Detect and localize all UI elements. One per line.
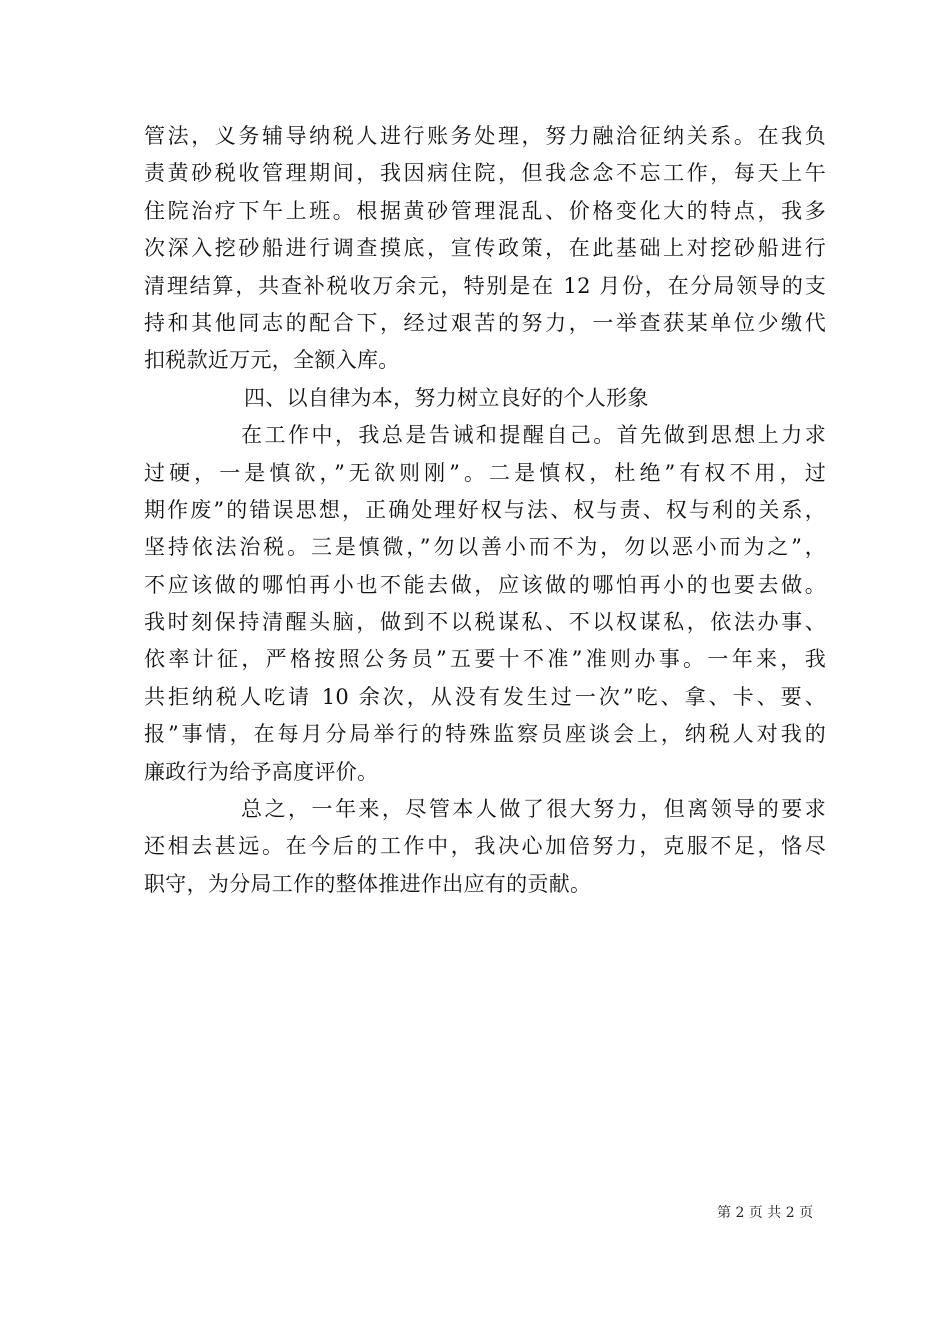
paragraph-1-line: 住院治疗下午上班。根据黄砂管理混乱、价格变化大的特点，我多: [144, 198, 826, 223]
paragraph-2-line: 期作废”的错误思想，正确处理好权与法、权与责、权与利的关系，: [144, 497, 826, 522]
paragraph-2-line: 在工作中，我总是告诫和提醒自己。首先做到思想上力求: [241, 423, 826, 448]
paragraph-2-line: 共拒纳税人吃请 10 余次，从没有发生过一次”吃、拿、卡、要、: [144, 684, 826, 709]
paragraph-1-line: 扣税款近万元，全额入库。: [144, 348, 400, 373]
page-number-footer: 第 2 页 共 2 页: [717, 1205, 814, 1221]
paragraph-1-line: 管法，义务辅导纳税人进行账务处理，努力融洽征纳关系。在我负: [144, 124, 826, 148]
paragraph-3-line: 还相去甚远。在今后的工作中，我决心加倍努力，克服不足，恪尽: [144, 834, 826, 859]
paragraph-3-line: 总之，一年来，尽管本人做了很大努力，但离领导的要求: [241, 797, 826, 822]
paragraph-2-line: 不应该做的哪怕再小也不能去做，应该做的哪怕再小的也要去做。: [144, 572, 826, 597]
paragraph-2-line: 坚持依法治税。三是慎微，”勿以善小而不为，勿以恶小而为之”，: [144, 535, 826, 560]
paragraph-1-line: 清理结算，共查补税收万余元，特别是在 12 月份，在分局领导的支: [144, 273, 826, 298]
paragraph-2-line: 廉政行为给予高度评价。: [144, 759, 379, 784]
paragraph-1-line: 次深入挖砂船进行调查摸底，宣传政策，在此基础上对挖砂船进行: [144, 236, 826, 261]
paragraph-2-line: 报”事情，在每月分局举行的特殊监察员座谈会上，纳税人对我的: [144, 722, 826, 747]
section-heading: 四、以自律为本，努力树立良好的个人形象: [244, 385, 649, 410]
paragraph-3-line: 职守，为分局工作的整体推进作出应有的贡献。: [144, 871, 592, 896]
paragraph-2-line: 依率计征，严格按照公务员”五要十不准”准则办事。一年来，我: [144, 647, 826, 672]
document-body: [144, 118, 826, 903]
paragraph-2-line: 我时刻保持清醒头脑，做到不以税谋私、不以权谋私，依法办事、: [144, 610, 826, 635]
paragraph-1-line: 持和其他同志的配合下，经过艰苦的努力，一举查获某单位少缴代: [144, 310, 826, 335]
paragraph-1-line: 责黄砂税收管理期间，我因病住院，但我念念不忘工作，每天上午: [144, 161, 826, 186]
paragraph-2-line: 过硬，一是慎欲，”无欲则刚”。二是慎权，杜绝”有权不用，过: [144, 460, 826, 485]
